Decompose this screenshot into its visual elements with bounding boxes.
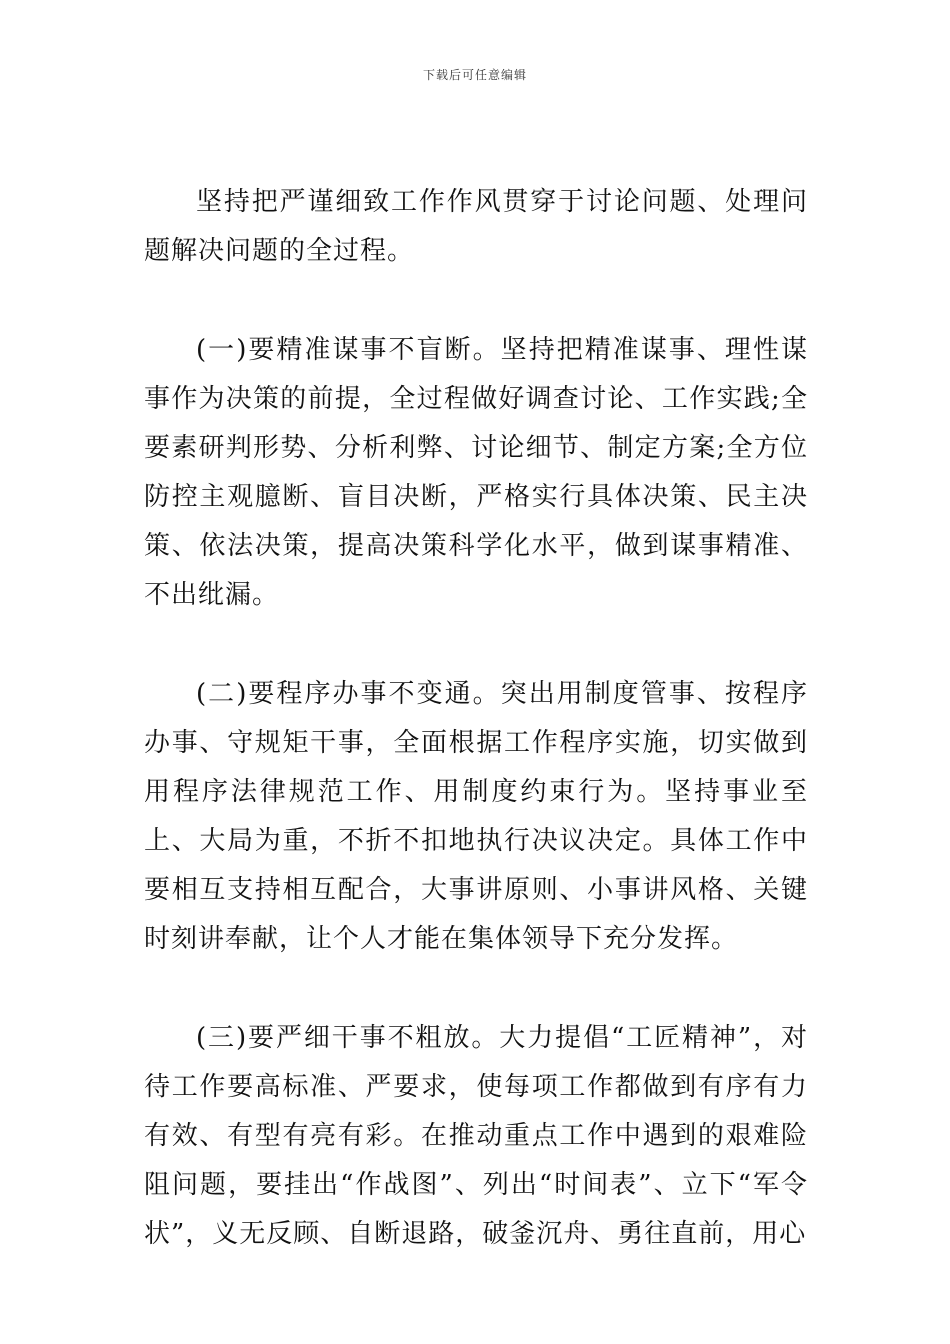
paragraph-section-2: (二)要程序办事不变通。突出用制度管事、按程序办事、守规矩干事，全面根据工作程序实施，切实做到用程序法律规范工作、用制度约束行为。坚持事业至上、大局为重，不折不扣地执行决议决定。具体工作中要相互支持相互配合，大事讲原则、小事讲风格、关键时刻讲奉献，让个人才能在集体领导下充分发挥。: [144, 679, 808, 954]
page-header: 下载后可任意编辑: [422, 68, 527, 82]
paragraph-section-1: (一)要精准谋事不盲断。坚持把精准谋事、理性谋事作为决策的前提，全过程做好调查讨论、工作实践;全要素研判形势、分析利弊、讨论细节、制定方案;全方位防控主观臆断、盲目决断，严格实行具体决策、民主决策、依法决策，提高决策科学化水平，做到谋事精准、不出纰漏。: [144, 335, 808, 610]
paragraph-section-3: (三)要严细干事不粗放。大力提倡“工匠精神”，对待工作要高标准、严要求，使每项工作都做到有序有力有效、有型有亮有彩。在推动重点工作中遇到的艰难险阻问题，要挂出“作战图”、列出“时间表”、立下“军令状”，义无反顾、自断退路，破釜沉舟、勇往直前，用心: [144, 1023, 808, 1249]
document-body: [144, 178, 808, 1309]
paragraph-intro: 坚持把严谨细致工作作风贯穿于讨论问题、处理问题解决问题的全过程。: [144, 187, 808, 266]
